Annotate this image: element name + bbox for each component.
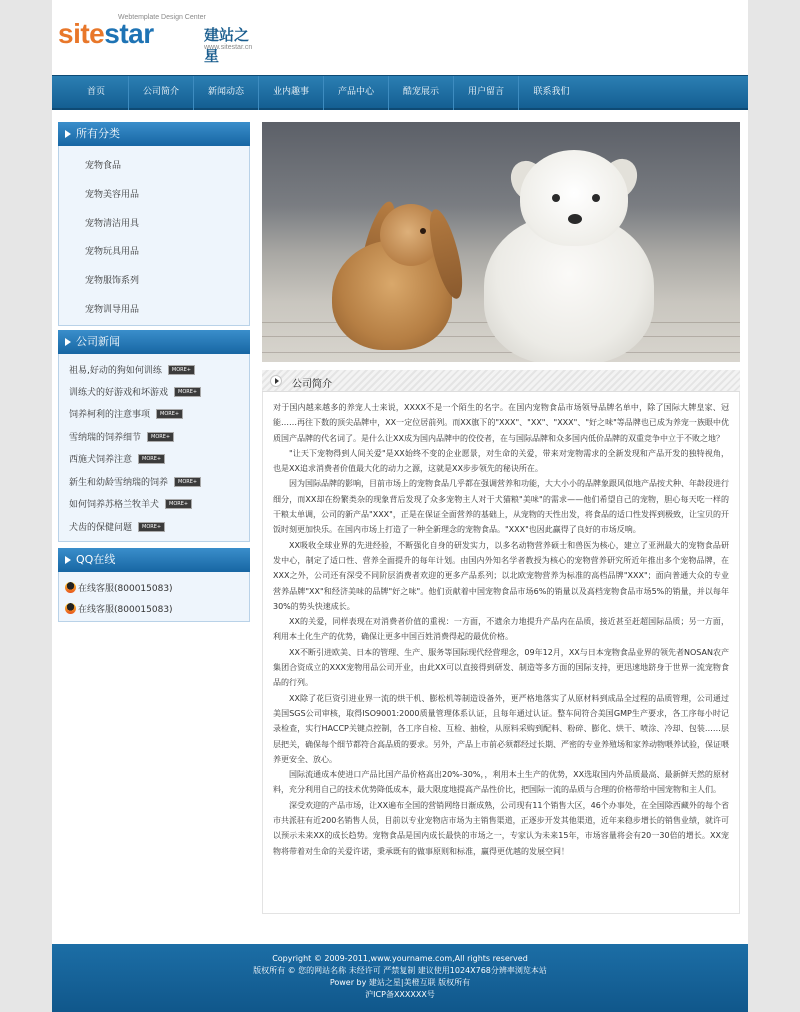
more-tag[interactable]: MORE+ [156,409,183,419]
news-item-title: 饲养柯利的注意事项 [69,410,151,420]
intro-paragraph: 深受欢迎的产品市场，让XX遍布全国的营销网络日渐成熟，公司现有11个销售大区，46个办事处，在全国除西藏外的每个省市共派驻有近200名销售人员，目前以专业宠物店市场为主销售渠道，正逐步开发其他渠道，近年来稳步增长的销售业绩，就许可以预示未来XX的成长趋势。宠物食品是国内成长最快的市场之一，专家认为未来15年，市场容量将会有20一30倍的增长。XX宠物将带着对生命的关爱许诺，秉承既有的做事原则和标准，赢得更优越的发展空间！ [273,800,729,856]
category-link[interactable]: 宠物训导用品 [85,305,140,315]
qq-contact-label: 在线客服(800015083) [78,605,173,615]
logo-site-text: site [58,18,105,49]
qq-panel [58,572,250,622]
page [52,0,748,1012]
header [52,0,748,75]
category-link[interactable]: 宠物美容用品 [85,190,140,200]
intro-paragraph: 对于国内越来越多的养宠人士来说，XXXX不是一个陌生的名字。在国内宠物食品市场领导品牌名单中，除了国际大牌皇家、冠能……再往下数的顶尖品牌中，XX一定位居前列。而XX旗下的"XXX"、"XX"、"XXX"、"好之味"等品牌也已成为养宠一族眼中优质国产品牌的代名词了。是什么让XX成为国内品牌中的佼佼者，在与国际品牌和众多国内低价品牌的双重竞争中立于不败之地？ [273,403,729,443]
nav-item-products[interactable]: 产品中心 [324,76,389,110]
logo-tagline: Webtemplate Design Center [118,14,206,21]
footer [52,944,748,1012]
intro-paragraph: XX的关爱，同样表现在对消费者价值的重视：一方面，不遗余力地提升产品内在品质，接近甚至赶超国际品质；另一方面，利用本土化生产的优势，确保让更多中国百姓消费得起的最优价格。 [273,617,729,642]
intro-content [262,392,740,914]
main-nav [52,75,748,110]
news-item-title: 祖易,好动的狗如何训练 [69,366,162,376]
news-item[interactable] [69,407,183,420]
categories-panel [58,146,250,326]
news-item[interactable] [69,520,165,533]
banner-photo [262,122,740,362]
category-link[interactable]: 宠物清洁用具 [85,219,140,229]
more-tag[interactable]: MORE+ [174,477,201,487]
nav-item-contact[interactable]: 联系我们 [533,87,570,97]
intro-text [273,400,729,859]
more-tag[interactable]: MORE+ [174,387,201,397]
logo-star-text: star [104,18,154,49]
qq-penguin-icon [65,582,76,593]
floor-plank [262,352,740,353]
nav-item-guestbook[interactable]: 用户留言 [454,76,519,110]
intro-paragraph: 国际流通成本使进口产品比国产品价格高出20%-30%，，利用本土生产的优势，XX选取国内外品质最高、最新鲜天然的原材料，充分利用自己的技术优势降低成本，最大限度地提高产品性价比，把国际一流的品质与合理的价格带给中国宠物和主人们。 [273,770,729,795]
news-item[interactable] [69,363,195,376]
news-item[interactable] [69,475,201,488]
footer-icp[interactable]: 沪ICP备XXXXXX号 [365,990,435,999]
qq-contact[interactable] [65,581,173,594]
nav-item-news[interactable]: 新闻动态 [194,76,259,110]
more-tag[interactable]: MORE+ [165,499,192,509]
logo-wordmark [58,18,154,50]
more-tag[interactable]: MORE+ [147,432,174,442]
intro-title: 公司简介 [292,379,332,390]
footer-copyright: Copyright © 2009-2011,www.yourname.com,All rights reserved [272,954,528,963]
nav-item-showcase[interactable]: 酷宠展示 [389,76,454,110]
news-panel [58,354,250,542]
news-item-title: 雪纳瑞的饲养细节 [69,433,142,443]
news-title: 公司新闻 [58,330,250,354]
category-link[interactable]: 宠物食品 [85,161,122,171]
logo[interactable] [58,14,258,65]
news-item-title: 新生和幼龄雪纳瑞的饲养 [69,478,169,488]
category-link[interactable]: 宠物服饰系列 [85,276,140,286]
intro-paragraph: 因为国际品牌的影响，目前市场上的宠物食品几乎都在强调营养和功能，大大小小的品牌象跟风似地产品按犬种、年龄段进行细分，而XX却在纷繁类杂的现象背后发现了众多宠物主人对于犬猫粮"美味"的需求——他们希望自己的宠物，胆心每天吃一样的干粮太单调，公司的新产品"XXX"，正是在保证全面营养的基础上，从宠物的天性出发，将食品的适口性发挥到极致，让宝贝的开饭时刻更加快乐。在国内市场上打造了一种全新理念的宠物食品。"XXX"也因此赢得了良好的市场反响。 [273,479,729,535]
intro-paragraph: XX吸收全球业界的先进经验，不断强化自身的研发实力，以多名动物营养硕士和兽医为核心，建立了亚洲最大的宠物食品研发中心，制定了适口性、营养全面提升的每年计划。由国内外知名学者教授为核心的宠物营养研究所近年推出多个宠物品牌，在XXX之外，公司还有深受不同阶层消费者欢迎的更多产品系列；以北欧宠物营养为标准的高档品牌"XXX"；面向普通大众的专业营养品牌"XX"和经济美味的品牌"好之味"。他们贡献着中国宠物食品市场6%的销量以及高档宠物食品市场5%的销量，并以每年30%的势头快速成长。 [273,540,729,611]
footer-rights: 版权所有 © 您的网站名称 未经许可 严禁复制 建议使用1024X768分辨率浏览本站 [253,966,547,975]
more-tag[interactable]: MORE+ [138,454,165,464]
intro-header [262,370,740,392]
footer-powered-by[interactable]: Power by 建站之星|美橙互联 版权所有 [329,978,471,987]
qq-title: QQ在线 [58,548,250,572]
news-item-title: 西施犬饲养注意 [69,455,133,465]
qq-contact-label: 在线客服(800015083) [78,584,173,594]
news-item[interactable] [69,497,192,510]
news-item[interactable] [69,385,201,398]
qq-penguin-icon [65,603,76,614]
arrow-right-icon [270,375,282,387]
more-tag[interactable]: MORE+ [138,522,165,532]
news-item[interactable] [69,430,174,443]
intro-paragraph: XX除了花巨资引进业界一流的烘干机、膨松机等制造设备外，更严格地落实了从原材料到成品全过程的品质管理，公司通过美国SGS公司审核，取得ISO9001:2000质量管理体系认证，且每年通过认证。整车间符合美国GMP生产要求，各工序每小时记录检查，实行HACCP关键点控制，各工序自检、互检、抽检，从原料采购到配料、粉碎、膨化、烘干、喷涂、冷却、包装……层层把关，确保每个细节都符合高品质的要求。另外，产品上市前必须都经过长期、严密的专业养殖场和家养动物喂养试验，保证喂养更安全、放心。 [273,693,729,764]
categories-title: 所有分类 [58,122,250,146]
logo-url: www.sitestar.cn [204,44,253,51]
puppy-eye [552,194,560,202]
news-item[interactable] [69,452,165,465]
news-item-title: 训练犬的好游戏和坏游戏 [69,388,169,398]
bunny-eye [420,228,426,234]
puppy-eye [592,194,600,202]
puppy-head [520,150,628,246]
category-link[interactable]: 宠物玩具用品 [85,247,140,257]
nav-item-about[interactable]: 公司简介 [129,76,194,110]
nav-item-home[interactable]: 首页 [64,76,129,110]
more-tag[interactable]: MORE+ [168,365,195,375]
logo-cn-text: 建站之星 [204,26,250,65]
nav-item-industry[interactable]: 业内趣事 [259,76,324,110]
puppy-nose [568,214,582,224]
qq-contact[interactable] [65,602,173,615]
intro-paragraph: XX不断引进欧美、日本的管理、生产、服务等国际现代经营理念，09年12月，XX与日本宠物食品业界的领先者NOSAN农产集团合资成立的XXX宠物用品公司开业，由此XX可以直接得到研发、制造等多方面的国际支持，更迅速地跻身于世界一流宠物食品的行列。 [273,647,729,688]
news-item-title: 犬齿的保健问题 [69,523,133,533]
news-item-title: 如何饲养苏格兰牧羊犬 [69,500,160,510]
intro-paragraph: "让天下宠物得到人间关爱"是XX始终不变的企业愿景，对生命的关爱，带来对宠物需求的全新发现和产品开发的独特视角，也是XX追求消费者价值最大化的动力之源，这就是XX步步领先的秘诀所在。 [273,448,729,474]
